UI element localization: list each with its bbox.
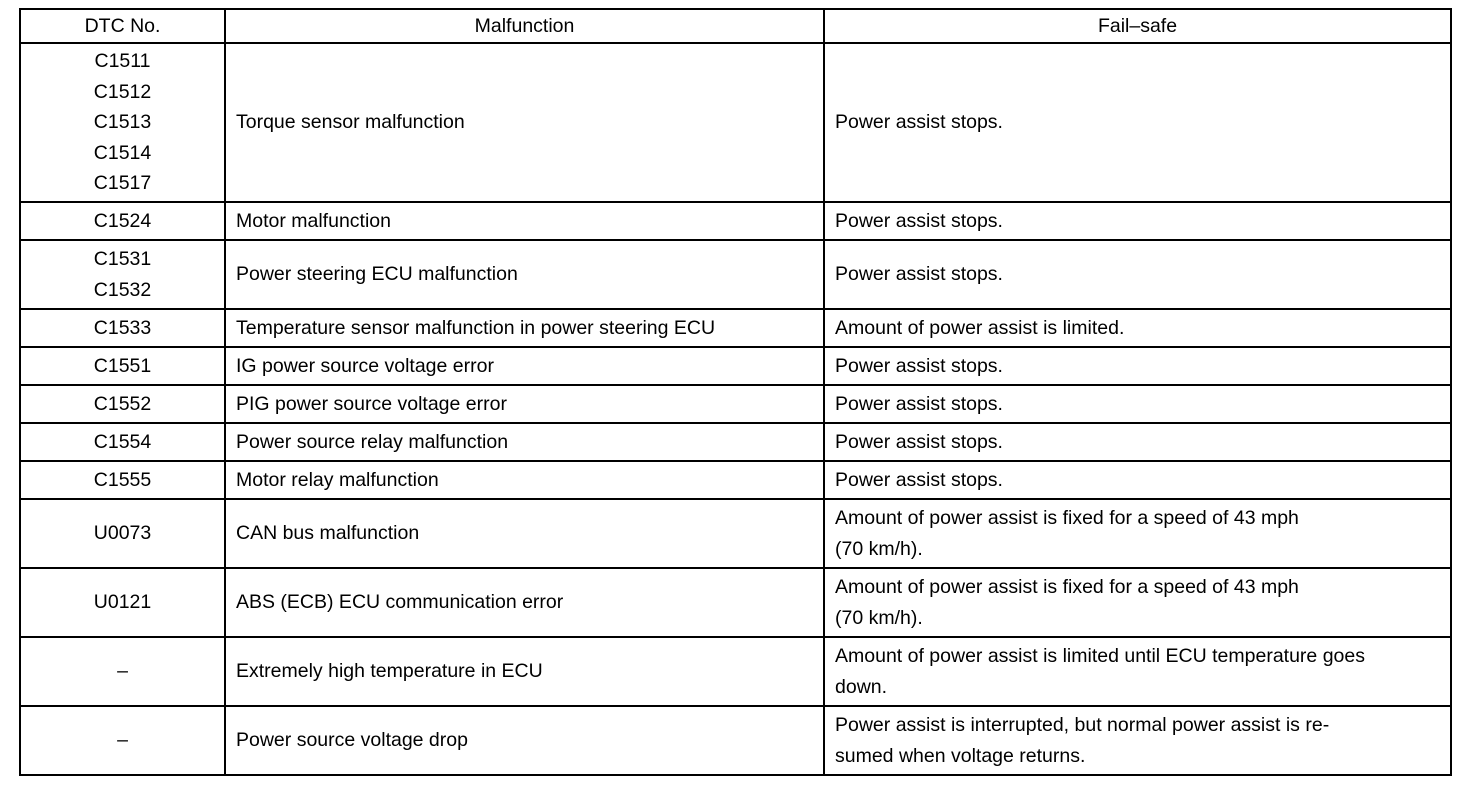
table-row: [20, 706, 1451, 775]
failsafe-cell: [824, 637, 1451, 706]
table-header-row: [20, 9, 1451, 43]
dtc-table: [19, 8, 1452, 776]
dtc-code: C1511: [94, 50, 151, 73]
failsafe-line: Power assist stops.: [835, 354, 1003, 377]
table-row: [20, 637, 1451, 706]
failsafe-cell: [824, 202, 1451, 240]
dtc-code: C1532: [93, 278, 152, 301]
malfunction-cell: CAN bus malfunction: [225, 499, 824, 568]
failsafe-line: (70 km/h).: [835, 606, 923, 629]
dtc-code: C1513: [93, 111, 152, 134]
dtc-cell: [20, 347, 225, 385]
malfunction-cell: Extremely high temperature in ECU: [225, 637, 824, 706]
failsafe-line: down.: [835, 675, 888, 698]
failsafe-cell: [824, 43, 1451, 202]
table-row: [20, 202, 1451, 240]
dtc-code: U0073: [93, 522, 152, 545]
table-row: [20, 423, 1451, 461]
malfunction-cell: IG power source voltage error: [225, 347, 824, 385]
dtc-cell: [20, 637, 225, 706]
malfunction-cell: Motor relay malfunction: [225, 461, 824, 499]
dtc-cell: [20, 568, 225, 637]
failsafe-line: (70 km/h).: [835, 537, 923, 560]
failsafe-line: Power assist stops.: [835, 209, 1003, 232]
failsafe-line: Power assist stops.: [835, 430, 1003, 453]
failsafe-line: Amount of power assist is limited.: [835, 316, 1125, 339]
dtc-code: –: [117, 660, 128, 683]
table-row: [20, 43, 1451, 202]
dtc-code: C1555: [93, 468, 152, 491]
dtc-cell: [20, 309, 225, 347]
failsafe-line: Power assist stops.: [835, 468, 1003, 491]
dtc-code: C1512: [93, 80, 152, 103]
failsafe-line: Power assist stops.: [835, 392, 1003, 415]
failsafe-cell: [824, 347, 1451, 385]
dtc-code: C1554: [93, 430, 152, 453]
malfunction-cell: Torque sensor malfunction: [225, 43, 824, 202]
failsafe-line: Amount of power assist is fixed for a speed of 43 mph: [835, 507, 1299, 529]
dtc-code: C1514: [93, 141, 152, 164]
malfunction-cell: PIG power source voltage error: [225, 385, 824, 423]
table-row: [20, 461, 1451, 499]
malfunction-cell: Power source relay malfunction: [225, 423, 824, 461]
dtc-cell: [20, 240, 225, 309]
dtc-cell: [20, 706, 225, 775]
malfunction-cell: ABS (ECB) ECU communication error: [225, 568, 824, 637]
dtc-code: C1552: [93, 392, 152, 415]
header-dtc-no: DTC No.: [20, 9, 225, 43]
failsafe-cell: [824, 568, 1451, 637]
failsafe-cell: [824, 385, 1451, 423]
table-row: [20, 568, 1451, 637]
malfunction-cell: Power source voltage drop: [225, 706, 824, 775]
table-row: [20, 347, 1451, 385]
malfunction-cell: Power steering ECU malfunction: [225, 240, 824, 309]
failsafe-cell: [824, 499, 1451, 568]
dtc-code: U0121: [93, 591, 152, 614]
dtc-cell: [20, 202, 225, 240]
dtc-code: –: [117, 729, 128, 752]
dtc-cell: [20, 423, 225, 461]
failsafe-line: Amount of power assist is limited until ECU temperature goes: [835, 645, 1365, 667]
table-row: [20, 499, 1451, 568]
dtc-cell: [20, 499, 225, 568]
table-row: [20, 309, 1451, 347]
dtc-cell: [20, 43, 225, 202]
table-row: [20, 240, 1451, 309]
failsafe-cell: [824, 423, 1451, 461]
failsafe-line: Power assist stops.: [835, 111, 1003, 134]
failsafe-cell: [824, 461, 1451, 499]
failsafe-line: sumed when voltage returns.: [835, 744, 1086, 767]
failsafe-cell: [824, 240, 1451, 309]
dtc-code: C1551: [93, 354, 152, 377]
failsafe-line: Amount of power assist is fixed for a speed of 43 mph: [835, 576, 1299, 598]
dtc-code: C1524: [93, 209, 152, 232]
failsafe-cell: [824, 706, 1451, 775]
header-failsafe: Fail–safe: [824, 9, 1451, 43]
dtc-code: C1533: [93, 316, 152, 339]
failsafe-line: Power assist is interrupted, but normal power assist is re-: [835, 714, 1330, 736]
dtc-cell: [20, 385, 225, 423]
dtc-code: C1531: [93, 248, 152, 270]
failsafe-line: Power assist stops.: [835, 263, 1003, 286]
failsafe-cell: [824, 309, 1451, 347]
malfunction-cell: Motor malfunction: [225, 202, 824, 240]
table-row: [20, 385, 1451, 423]
header-malfunction: Malfunction: [225, 9, 824, 43]
malfunction-cell: Temperature sensor malfunction in power steering ECU: [225, 309, 824, 347]
dtc-cell: [20, 461, 225, 499]
dtc-code: C1517: [93, 172, 152, 195]
